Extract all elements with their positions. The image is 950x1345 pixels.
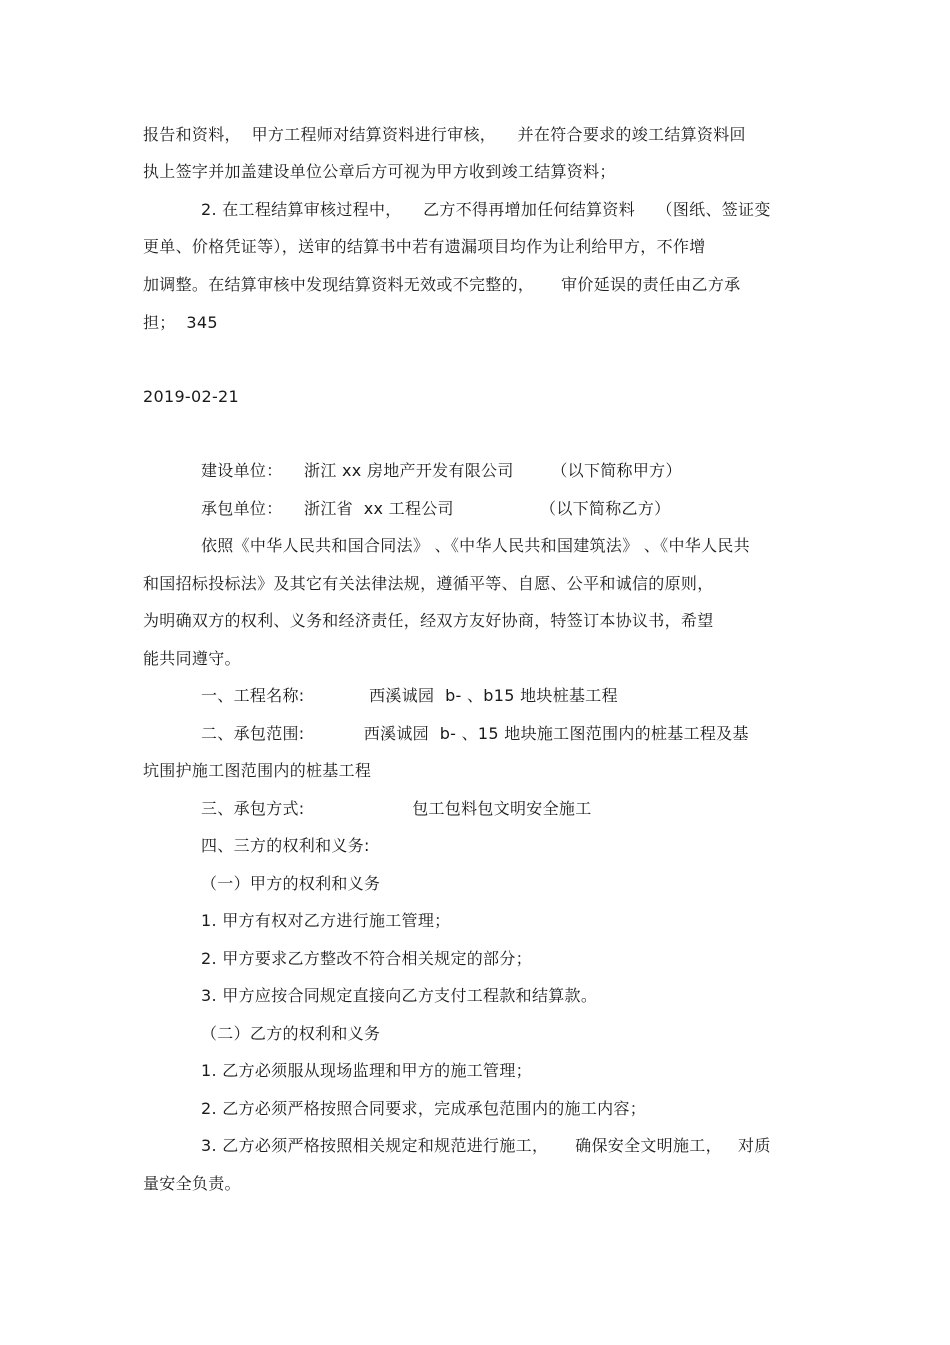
text-line: 报告和资料， 甲方工程师对结算资料进行审核， 并在符合要求的竣工结算资料回: [143, 125, 746, 144]
text-line: 加调整。在结算审核中发现结算资料无效或不完整的， 审价延误的责任由乙方承: [143, 275, 741, 294]
text-line: 能共同遵守。: [143, 649, 241, 668]
text-line: 2. 乙方必须严格按照合同要求，完成承包范围内的施工内容；: [201, 1099, 647, 1118]
text-line: 1. 甲方有权对乙方进行施工管理；: [201, 911, 451, 930]
date-line: 2019-02-21: [143, 387, 239, 406]
text-line: 担； 345: [143, 313, 218, 332]
text-line: 2. 在工程结算审核过程中， 乙方不得再增加任何结算资料 （图纸、签证变: [201, 200, 771, 219]
text-line: 四、三方的权利和义务:: [201, 836, 370, 855]
text-line: 3. 甲方应按合同规定直接向乙方支付工程款和结算款。: [201, 986, 598, 1005]
text-line: 量安全负责。: [143, 1174, 241, 1193]
text-line: 三、承包方式: 包工包料包文明安全施工: [201, 799, 592, 818]
text-line: 更单、价格凭证等），送审的结算书中若有遗漏项目均作为让利给甲方，不作增: [143, 237, 706, 256]
text-line: 为明确双方的权利、义务和经济责任，经双方友好协商，特签订本协议书，希望: [143, 611, 714, 630]
text-line: 承包单位： 浙江省 xx 工程公司 （以下简称乙方）: [201, 499, 671, 518]
text-line: 建设单位： 浙江 xx 房地产开发有限公司 （以下简称甲方）: [201, 461, 682, 480]
text-line: 2. 甲方要求乙方整改不符合相关规定的部分；: [201, 949, 532, 968]
text-line: 二、承包范围: 西溪诚园 b- 、15 地块施工图范围内的桩基工程及基: [201, 724, 749, 743]
text-line: 1. 乙方必须服从现场监理和甲方的施工管理；: [201, 1061, 532, 1080]
text-line: 执上签字并加盖建设单位公章后方可视为甲方收到竣工结算资料；: [143, 162, 616, 181]
text-line: 坑围护施工图范围内的桩基工程: [143, 761, 372, 780]
text-line: 和国招标投标法》及其它有关法律法规，遵循平等、自愿、公平和诚信的原则，: [143, 574, 714, 593]
text-line: （一）甲方的权利和义务: [201, 874, 381, 893]
text-line: 一、工程名称: 西溪诚园 b- 、b15 地块桩基工程: [201, 686, 618, 705]
text-line: 3. 乙方必须严格按照相关规定和规范进行施工， 确保安全文明施工， 对质: [201, 1136, 771, 1155]
text-line: 依照《中华人民共和国合同法》 、《中华人民共和国建筑法》 、《中华人民共: [201, 536, 750, 555]
text-line: （二）乙方的权利和义务: [201, 1024, 381, 1043]
